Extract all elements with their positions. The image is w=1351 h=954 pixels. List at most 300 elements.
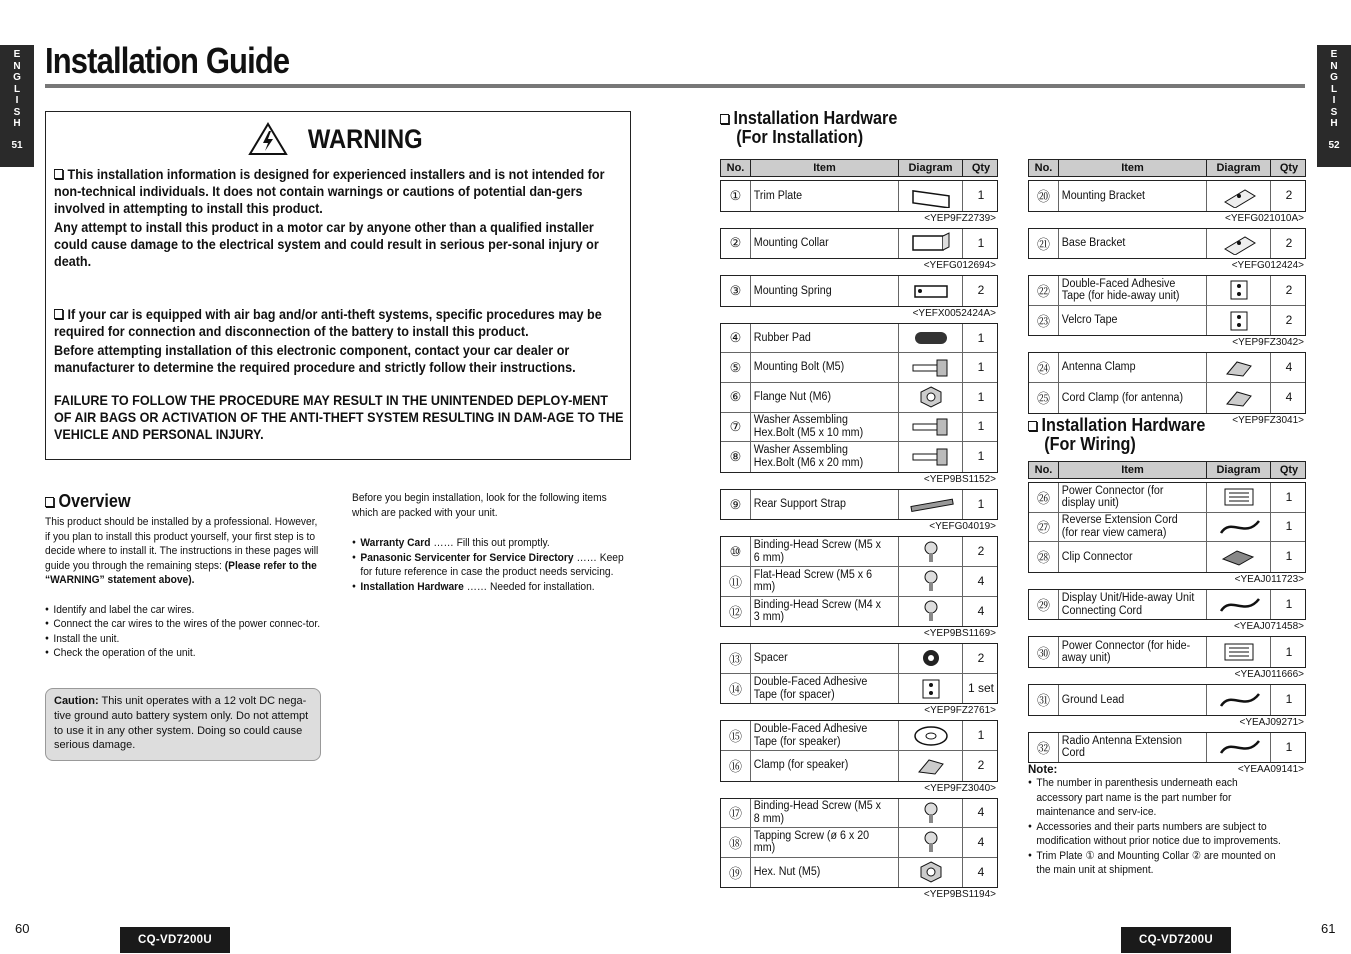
table-row xyxy=(1029,383,1305,413)
table-header xyxy=(1028,461,1306,479)
column-header-item: Item xyxy=(1059,160,1207,176)
packed-item-name: Warranty Card xyxy=(360,537,431,549)
part-item-cell xyxy=(751,799,899,828)
section-page-number: 51 xyxy=(11,139,23,151)
language-letter: N xyxy=(13,60,21,72)
part-item-cell xyxy=(1059,353,1207,382)
part-group xyxy=(1028,732,1306,764)
language-letter: E xyxy=(13,49,21,60)
trim-plate-icon xyxy=(907,184,955,208)
screw-icon xyxy=(907,599,955,623)
note-item: ● Trim Plate ① and Mounting Collar ② are mounted on the main unit at shipment. xyxy=(1028,849,1287,878)
part-diagram xyxy=(899,644,963,673)
bolt-icon xyxy=(907,415,955,439)
part-diagram xyxy=(899,383,963,412)
clamp-icon xyxy=(907,754,955,778)
overview-intro: This product should be installed by a professional. However, if you plan to install this product yourself, your first step is to decide where to install it. The instructions in these pages will guide you through the remaining steps: (Please refer to the “WARNING” statement above). xyxy=(45,516,319,586)
part-name: Flange Nut (M6) xyxy=(753,391,832,404)
part-name: Washer Assembling Hex.Bolt (M6 x 20 mm) xyxy=(753,444,864,469)
packed-item xyxy=(352,536,631,551)
part-group xyxy=(720,228,998,260)
part-number: ㉜ xyxy=(1029,733,1059,763)
cord-icon xyxy=(1215,515,1263,539)
part-code: <YEP9FZ3040> xyxy=(924,782,996,794)
part-diagram xyxy=(899,353,963,382)
part-code: <YEAA09141> xyxy=(1237,764,1304,776)
language-letters xyxy=(0,49,34,130)
language-letter: L xyxy=(1330,83,1338,95)
part-name: Double-Faced Adhesive Tape (for hide-away unit) xyxy=(1061,277,1180,303)
language-tab-right xyxy=(1317,45,1351,167)
part-item-cell xyxy=(1059,685,1207,715)
part-item-cell xyxy=(751,537,899,566)
part-number: ⑦ xyxy=(721,413,751,442)
part-number: ③ xyxy=(721,276,751,306)
part-diagram xyxy=(899,597,963,627)
table-row xyxy=(721,383,997,413)
part-number: ㉘ xyxy=(1029,542,1059,572)
checkbox-bullet-icon xyxy=(45,497,54,507)
table-row xyxy=(721,674,997,704)
spacer-icon xyxy=(907,646,955,670)
part-qty: 4 xyxy=(977,603,985,618)
part-code: <YEP9FZ3042> xyxy=(1232,337,1304,349)
part-number: ⑳ xyxy=(1029,181,1059,211)
caution-box xyxy=(45,688,321,761)
table-row xyxy=(721,490,997,520)
part-group xyxy=(1028,636,1306,668)
part-number: ㉖ xyxy=(1029,483,1059,512)
part-number: ④ xyxy=(721,324,751,353)
part-name: Antenna Clamp xyxy=(1061,361,1136,374)
part-item-cell xyxy=(751,383,899,412)
part-name: Power Connector (for hide-away unit) xyxy=(1061,639,1191,665)
part-item-cell xyxy=(751,674,899,704)
part-diagram xyxy=(899,413,963,442)
part-name: Spacer xyxy=(753,652,788,665)
model-badge-left: CQ-VD7200U xyxy=(120,927,230,953)
part-qty: 1 xyxy=(1285,644,1293,659)
table-row xyxy=(1029,181,1305,211)
column-header-item: Item xyxy=(1059,462,1207,478)
column-header-qty: Qty xyxy=(971,162,991,174)
language-letter: N xyxy=(1330,60,1338,72)
part-diagram xyxy=(899,442,963,472)
part-diagram xyxy=(899,799,963,828)
part-qty: 1 xyxy=(977,419,985,434)
table-row xyxy=(1029,637,1305,667)
part-diagram xyxy=(1207,383,1271,413)
screw-icon xyxy=(907,830,955,854)
part-group xyxy=(1028,275,1306,336)
mounting-collar-icon xyxy=(907,231,955,255)
part-qty: 1 xyxy=(1285,489,1293,504)
part-diagram xyxy=(899,567,963,596)
part-number: ㉛ xyxy=(1029,685,1059,715)
overview-step: ● Install the unit. xyxy=(45,632,324,647)
part-name: Binding-Head Screw (M5 x 6 mm) xyxy=(753,539,881,564)
page-title: Installation Guide xyxy=(45,40,290,81)
part-name: Binding-Head Screw (M4 x 3 mm) xyxy=(753,598,881,624)
language-letter: L xyxy=(13,83,21,95)
column-header-qty: Qty xyxy=(1279,162,1299,174)
model-badge-right: CQ-VD7200U xyxy=(1121,927,1231,953)
language-letter: H xyxy=(13,118,21,129)
warning-header xyxy=(54,122,624,156)
part-name: Rear Support Strap xyxy=(753,498,846,511)
table-row xyxy=(1029,306,1305,336)
part-name: Mounting Collar xyxy=(753,237,829,250)
note-list xyxy=(1028,776,1287,878)
table-row xyxy=(721,442,997,472)
part-diagram xyxy=(1207,229,1271,259)
part-item-cell xyxy=(1059,276,1207,305)
part-diagram xyxy=(899,324,963,353)
part-qty: 1 xyxy=(977,188,985,203)
overview-heading: Overview xyxy=(45,492,297,511)
warning-box xyxy=(45,111,631,460)
part-number: ㉑ xyxy=(1029,229,1059,259)
part-qty: 1 xyxy=(977,449,985,464)
screw-icon xyxy=(907,540,955,564)
table-row xyxy=(721,567,997,597)
column-header-diagram: Diagram xyxy=(1207,160,1271,176)
part-group xyxy=(720,489,998,521)
cord-icon xyxy=(1215,735,1263,759)
part-name: Double-Faced Adhesive Tape (for speaker) xyxy=(753,723,868,748)
part-code: <YEFG012694> xyxy=(923,260,996,272)
part-code: <YEFG04019> xyxy=(929,521,996,533)
part-number: ① xyxy=(721,181,751,211)
screw-icon xyxy=(907,801,955,825)
checkbox-bullet-icon xyxy=(54,309,63,319)
packed-items-list xyxy=(352,536,631,594)
part-number: ⑭ xyxy=(721,674,751,704)
part-item-cell xyxy=(1059,383,1207,413)
column-header-no: No. xyxy=(1029,160,1059,176)
table-row xyxy=(1029,276,1305,306)
table-header xyxy=(1028,159,1306,177)
part-number: ㉙ xyxy=(1029,590,1059,620)
language-letter: G xyxy=(1330,72,1338,83)
overview-steps xyxy=(45,603,324,661)
part-group xyxy=(720,643,998,704)
strap-icon xyxy=(907,493,955,517)
part-name: Binding-Head Screw (M5 x 8 mm) xyxy=(753,800,881,825)
part-group xyxy=(1028,482,1306,573)
rubber-pad-icon xyxy=(907,326,955,350)
table-row xyxy=(1029,733,1305,763)
part-number: ⑧ xyxy=(721,442,751,472)
part-name: Reverse Extension Cord (for rear view camera) xyxy=(1061,514,1178,539)
part-item-cell xyxy=(751,567,899,596)
bracket-icon xyxy=(1215,231,1263,255)
part-number: ⑰ xyxy=(721,799,751,828)
part-qty: 2 xyxy=(1285,282,1293,297)
part-qty: 1 xyxy=(977,389,985,404)
warning-text: If your car is equipped with air bag and/or anti-theft systems, specific procedures may be required for connection and disconnection of the battery to install this product. xyxy=(54,306,602,339)
packed-intro: Before you begin installation, look for the following items which are packed with your unit. xyxy=(352,492,607,519)
table-row xyxy=(721,799,997,829)
warning-paragraph: Any attempt to install this product in a motor car by anyone other than a qualified installer could cause damage to the electrical system and could result in serious per-sonal injury or death. xyxy=(54,219,599,269)
part-item-cell xyxy=(751,721,899,750)
column-header-qty: Qty xyxy=(1279,464,1299,476)
part-item-cell xyxy=(751,442,899,472)
part-name: Clamp (for speaker) xyxy=(753,759,849,772)
table-row xyxy=(721,597,997,627)
high-voltage-warning-icon xyxy=(248,122,288,156)
part-diagram xyxy=(899,181,963,211)
hardware-table-wiring xyxy=(1028,461,1306,776)
part-name: Radio Antenna Extension Cord xyxy=(1061,734,1182,760)
screw-icon xyxy=(907,569,955,593)
part-number: ㉔ xyxy=(1029,353,1059,382)
part-diagram xyxy=(899,721,963,750)
part-number: ㉕ xyxy=(1029,383,1059,413)
part-name: Trim Plate xyxy=(753,189,803,202)
language-letter: I xyxy=(1332,95,1336,106)
part-name: Display Unit/Hide-away Unit Connecting Cord xyxy=(1061,592,1195,617)
table-row xyxy=(1029,542,1305,572)
table-header xyxy=(720,159,998,177)
table-row xyxy=(721,721,997,751)
overview-intro-bold: (Please refer to the “WARNING” statement above). xyxy=(45,559,317,586)
packed-item-desc: …… Needed for installation. xyxy=(466,580,595,593)
part-item-cell xyxy=(751,858,899,888)
checkbox-bullet-icon xyxy=(720,114,729,124)
nut-icon xyxy=(907,385,955,409)
warning-paragraph xyxy=(54,306,629,340)
packed-item-desc: …… Fill this out promptly. xyxy=(433,537,550,549)
part-qty: 2 xyxy=(977,283,985,298)
part-name: Velcro Tape xyxy=(1061,314,1118,327)
table-row xyxy=(721,751,997,781)
bracket-icon xyxy=(1215,184,1263,208)
language-letter: I xyxy=(15,95,19,106)
clamp-icon xyxy=(1215,386,1263,410)
part-number: ㉓ xyxy=(1029,306,1059,336)
part-name: Ground Lead xyxy=(1061,693,1125,706)
part-name: Mounting Bolt (M5) xyxy=(753,361,845,374)
part-qty: 1 xyxy=(977,360,985,375)
part-name: Tapping Screw (ø 6 x 20 mm) xyxy=(753,829,870,855)
part-number: ⑫ xyxy=(721,597,751,627)
part-name: Power Connector (for display unit) xyxy=(1061,484,1164,510)
part-qty: 1 xyxy=(1285,549,1293,564)
warning-paragraph xyxy=(54,166,629,217)
part-qty: 4 xyxy=(977,805,985,820)
language-tab-left xyxy=(0,45,34,167)
part-qty: 2 xyxy=(1285,188,1293,203)
warning-failure-notice: FAILURE TO FOLLOW THE PROCEDURE MAY RESULT IN THE UNINTENDED DEPLOY-MENT OF AIR BAGS OR ACTIVATION OF THE ANTI-THEFT SYSTEM RESULTING IN DAM-AGE TO THE VEHICLE AND PERSONAL INJURY. xyxy=(54,392,624,442)
part-item-cell xyxy=(1059,306,1207,336)
part-name: Mounting Spring xyxy=(753,284,832,297)
table-row xyxy=(721,353,997,383)
title-rule xyxy=(45,84,1305,88)
part-number: ㉚ xyxy=(1029,637,1059,667)
part-item-cell xyxy=(751,324,899,353)
part-code: <YEP9FZ2761> xyxy=(924,705,996,717)
part-name: Cord Clamp (for antenna) xyxy=(1061,391,1184,404)
part-diagram xyxy=(1207,733,1271,763)
table-row xyxy=(721,828,997,858)
part-number: ⑨ xyxy=(721,490,751,520)
part-qty: 1 xyxy=(1285,739,1293,754)
column-header-no: No. xyxy=(721,160,751,176)
table-row xyxy=(1029,483,1305,513)
part-code: <YEP9BS1152> xyxy=(923,473,996,485)
cord-icon xyxy=(1215,688,1263,712)
language-letters xyxy=(1317,49,1351,130)
part-diagram xyxy=(899,490,963,520)
part-code: <YEFX0052424A> xyxy=(912,307,996,319)
part-diagram xyxy=(899,537,963,566)
part-item-cell xyxy=(751,276,899,306)
part-item-cell xyxy=(751,229,899,259)
part-item-cell xyxy=(1059,513,1207,542)
warning-paragraph: Before attempting installation of this electronic component, contact your car dealer or manufacturer to determine the required procedure and strictly follow their instructions. xyxy=(54,342,576,375)
part-name: Double-Faced Adhesive Tape (for spacer) xyxy=(753,676,868,701)
part-diagram xyxy=(899,858,963,888)
part-item-cell xyxy=(751,413,899,442)
part-group xyxy=(1028,180,1306,212)
part-diagram xyxy=(1207,542,1271,572)
packed-item xyxy=(352,551,631,580)
part-diagram xyxy=(1207,590,1271,620)
part-code: <YEFG012424> xyxy=(1231,260,1304,272)
page-number-right: 61 xyxy=(1321,921,1336,936)
part-name: Washer Assembling Hex.Bolt (M5 x 10 mm) xyxy=(753,414,864,439)
part-diagram xyxy=(899,229,963,259)
part-name: Flat-Head Screw (M5 x 6 mm) xyxy=(753,568,873,594)
language-letter: S xyxy=(13,106,21,118)
table-row xyxy=(721,276,997,306)
part-qty: 1 xyxy=(977,728,985,743)
part-number: ⑲ xyxy=(721,858,751,888)
part-group xyxy=(720,720,998,781)
packed-items-section xyxy=(352,491,652,594)
part-item-cell xyxy=(1059,733,1207,763)
packed-item xyxy=(352,580,631,595)
overview-step: ● Connect the car wires to the wires of the power connec-tor. xyxy=(45,617,324,632)
part-qty: 1 xyxy=(1285,597,1293,612)
part-item-cell xyxy=(1059,483,1207,512)
part-diagram xyxy=(1207,637,1271,667)
table-row xyxy=(721,644,997,674)
bolt-icon xyxy=(907,445,955,469)
part-qty: 4 xyxy=(1285,390,1293,405)
part-qty: 1 xyxy=(1285,519,1293,534)
hardware-table-installation xyxy=(720,159,998,901)
part-code: <YEAJ09271> xyxy=(1239,716,1304,728)
part-qty: 2 xyxy=(977,650,985,665)
checkbox-bullet-icon xyxy=(54,169,63,179)
part-item-cell xyxy=(1059,637,1207,667)
part-qty: 4 xyxy=(977,864,985,879)
part-diagram xyxy=(1207,353,1271,382)
part-item-cell xyxy=(1059,542,1207,572)
cord-icon xyxy=(1215,593,1263,617)
part-number: ② xyxy=(721,229,751,259)
section-page-number: 52 xyxy=(1328,139,1340,151)
part-number: ⑯ xyxy=(721,751,751,781)
part-diagram xyxy=(1207,513,1271,542)
part-number: ⑪ xyxy=(721,567,751,596)
part-group xyxy=(1028,589,1306,621)
table-row xyxy=(1029,513,1305,543)
part-group xyxy=(720,180,998,212)
column-header-no: No. xyxy=(1029,462,1059,478)
part-group xyxy=(720,275,998,307)
part-group xyxy=(1028,684,1306,716)
part-code: <YEFG021010A> xyxy=(1225,212,1304,224)
part-item-cell xyxy=(751,597,899,627)
table-row xyxy=(721,858,997,888)
part-qty: 4 xyxy=(977,834,985,849)
part-name: Clip Connector xyxy=(1061,550,1133,563)
part-qty: 1 xyxy=(1285,692,1293,707)
part-number: ㉒ xyxy=(1029,276,1059,305)
part-code: <YEAJ071458> xyxy=(1233,621,1304,633)
language-letter: H xyxy=(1330,118,1338,129)
part-item-cell xyxy=(751,751,899,781)
warning-heading: WARNING xyxy=(307,123,423,154)
part-item-cell xyxy=(1059,229,1207,259)
part-qty: 2 xyxy=(1285,313,1293,328)
part-item-cell xyxy=(751,644,899,673)
part-code: <YEP9FZ2739> xyxy=(924,212,996,224)
part-item-cell xyxy=(751,181,899,211)
part-group xyxy=(1028,352,1306,413)
part-group xyxy=(720,323,998,473)
hw-install-heading: Installation Hardware (For Installation) xyxy=(720,109,897,147)
connector-icon xyxy=(1215,485,1263,509)
part-diagram xyxy=(1207,276,1271,305)
part-group xyxy=(720,536,998,627)
table-row xyxy=(1029,685,1305,715)
part-item-cell xyxy=(1059,181,1207,211)
table-row xyxy=(721,324,997,354)
table-row xyxy=(721,229,997,259)
part-qty: 1 xyxy=(977,497,985,512)
tape-icon xyxy=(907,677,955,701)
part-code: <YEAJ011723> xyxy=(1234,573,1304,585)
tape-icon xyxy=(1215,278,1263,302)
table-row xyxy=(721,413,997,443)
packed-item-desc: …… Keep for future reference in case the product needs servicing. xyxy=(360,551,624,578)
packed-item-name: Panasonic Servicenter for Service Directory xyxy=(360,551,574,564)
table-row xyxy=(721,537,997,567)
column-header-diagram: Diagram xyxy=(899,160,963,176)
part-name: Hex. Nut (M5) xyxy=(753,866,821,879)
part-item-cell xyxy=(751,828,899,857)
table-row xyxy=(1029,353,1305,383)
part-qty: 2 xyxy=(977,544,985,559)
page-number-left: 60 xyxy=(15,921,30,936)
clamp-icon xyxy=(1215,356,1263,380)
overview-section xyxy=(45,492,325,661)
part-item-cell xyxy=(751,353,899,382)
caution-label: Caution: xyxy=(54,695,99,707)
part-number: ㉗ xyxy=(1029,513,1059,542)
table-row xyxy=(721,181,997,211)
part-number: ⑬ xyxy=(721,644,751,673)
part-number: ⑱ xyxy=(721,828,751,857)
part-qty: 2 xyxy=(1285,235,1293,250)
part-number: ⑮ xyxy=(721,721,751,750)
table-row xyxy=(1029,229,1305,259)
part-code: <YEP9BS1169> xyxy=(923,628,996,640)
